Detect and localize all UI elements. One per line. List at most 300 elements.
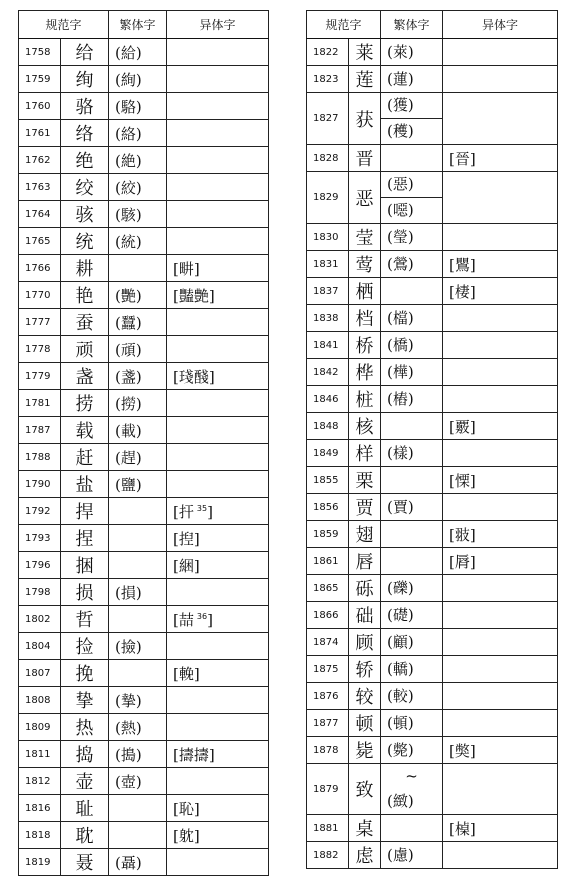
traditional-character (381, 737, 443, 764)
table-row (307, 710, 558, 737)
entry-number: 1876 (307, 683, 349, 710)
entry-number: 1859 (307, 521, 349, 548)
variant-character: [翄] (443, 521, 558, 548)
traditional-form: (樁) (387, 389, 414, 408)
traditional-character (109, 822, 167, 849)
entry-number: 1787 (19, 417, 61, 444)
variant-text: [豔艶] (173, 286, 215, 305)
traditional-character (381, 656, 443, 683)
variant-text: [扞 (173, 502, 194, 521)
standard-character: 莹 (349, 224, 381, 251)
traditional-character (109, 606, 167, 633)
table-row (19, 93, 269, 120)
table-row (307, 602, 558, 629)
standard-character: 顽 (61, 336, 109, 363)
table-row (307, 145, 558, 172)
traditional-form: (萊) (387, 42, 414, 61)
header-traditional: 繁体字 (381, 11, 443, 39)
table-row (19, 390, 269, 417)
variant-character (167, 741, 269, 768)
variant-character (443, 66, 558, 93)
table-row (19, 336, 269, 363)
variant-character: [槕] (443, 815, 558, 842)
traditional-character (381, 224, 443, 251)
table-row (307, 467, 558, 494)
entry-number: 1841 (307, 332, 349, 359)
table-row (19, 444, 269, 471)
entry-number: 1830 (307, 224, 349, 251)
traditional-form (387, 522, 442, 547)
variant-character (443, 683, 558, 710)
variant-character (443, 93, 558, 145)
traditional-character: (絶) (109, 147, 167, 174)
variant-close-bracket: ] (207, 502, 213, 521)
traditional-character: (駱) (109, 93, 167, 120)
standard-character: 载 (61, 417, 109, 444)
standard-character: 栖 (349, 278, 381, 305)
traditional-form: (樣) (387, 443, 414, 462)
standard-character: 骆 (61, 93, 109, 120)
standard-character: 挽 (61, 660, 109, 687)
standard-character: 捆 (61, 552, 109, 579)
variant-character (167, 849, 269, 876)
variant-text: [畊] (173, 259, 200, 278)
traditional-character (381, 815, 443, 842)
variant-close-bracket: ] (207, 610, 213, 629)
entry-number: 1829 (307, 172, 349, 224)
entry-number: 1792 (19, 498, 61, 525)
standard-character: 耕 (61, 255, 109, 282)
table-row (307, 683, 558, 710)
traditional-character (381, 521, 443, 548)
standard-character: 捏 (61, 525, 109, 552)
variant-character (167, 687, 269, 714)
traditional-character: (絞) (109, 174, 167, 201)
left-character-table (18, 10, 269, 876)
entry-number: 1778 (19, 336, 61, 363)
standard-character: 唇 (349, 548, 381, 575)
variant-character (443, 629, 558, 656)
entry-number: 1842 (307, 359, 349, 386)
traditional-form: (賈) (387, 497, 414, 516)
variant-text: [揑] (173, 529, 200, 548)
standard-character: 统 (61, 228, 109, 255)
variant-character (167, 579, 269, 606)
header-variant: 异体字 (167, 11, 269, 39)
variant-character (443, 172, 558, 224)
variant-character (167, 309, 269, 336)
variant-character: [脣] (443, 548, 558, 575)
table-row (19, 822, 269, 849)
standard-character: 桥 (349, 332, 381, 359)
traditional-form: ~ (405, 767, 418, 785)
entry-number: 1761 (19, 120, 61, 147)
entry-number: 1790 (19, 471, 61, 498)
standard-character: 蚕 (61, 309, 109, 336)
table-row (307, 305, 558, 332)
traditional-character (381, 93, 443, 145)
standard-character: 础 (349, 602, 381, 629)
variant-character (167, 120, 269, 147)
entry-number: 1766 (19, 255, 61, 282)
entry-number: 1866 (307, 602, 349, 629)
traditional-form: (斃) (387, 740, 414, 759)
entry-number: 1777 (19, 309, 61, 336)
standard-character: 顾 (349, 629, 381, 656)
standard-character: 顿 (349, 710, 381, 737)
standard-character: 毙 (349, 737, 381, 764)
table-row (307, 413, 558, 440)
traditional-character (381, 602, 443, 629)
variant-character (443, 842, 558, 869)
table-row (19, 39, 269, 66)
variant-character (167, 795, 269, 822)
variant-character (167, 363, 269, 390)
traditional-character (381, 683, 443, 710)
traditional-form: (礎) (387, 605, 414, 624)
entry-number: 1831 (307, 251, 349, 278)
standard-character: 致 (349, 764, 381, 815)
variant-character (167, 498, 269, 525)
footnote-marker: 35 (196, 503, 208, 513)
table-row (19, 174, 269, 201)
variant-character (443, 494, 558, 521)
entry-number: 1798 (19, 579, 61, 606)
entry-number: 1802 (19, 606, 61, 633)
table-row (19, 849, 269, 876)
header-standard: 规范字 (19, 11, 109, 39)
table-row (307, 737, 558, 764)
traditional-character: (絢) (109, 66, 167, 93)
variant-text: [躭] (173, 826, 200, 845)
entry-number: 1819 (19, 849, 61, 876)
standard-character: 绝 (61, 147, 109, 174)
entry-number: 1848 (307, 413, 349, 440)
entry-number: 1818 (19, 822, 61, 849)
table-row (307, 251, 558, 278)
table-row (19, 768, 269, 795)
entry-number: 1759 (19, 66, 61, 93)
standard-character: 捡 (61, 633, 109, 660)
variant-character (443, 575, 558, 602)
entry-number: 1875 (307, 656, 349, 683)
table-row (307, 656, 558, 683)
table-row (19, 471, 269, 498)
entry-number: 1855 (307, 467, 349, 494)
traditional-character: (給) (109, 39, 167, 66)
header-standard: 规范字 (307, 11, 381, 39)
variant-character (443, 656, 558, 683)
standard-character: 热 (61, 714, 109, 741)
traditional-character (109, 525, 167, 552)
standard-character: 艳 (61, 282, 109, 309)
table-row (307, 548, 558, 575)
standard-character: 莲 (349, 66, 381, 93)
traditional-character (381, 39, 443, 66)
traditional-character: (載) (109, 417, 167, 444)
entry-number: 1827 (307, 93, 349, 145)
standard-character: 捞 (61, 390, 109, 417)
traditional-character (381, 494, 443, 521)
table-row (19, 741, 269, 768)
traditional-character (381, 548, 443, 575)
entry-number: 1837 (307, 278, 349, 305)
traditional-character: (盞) (109, 363, 167, 390)
header-row (307, 11, 558, 39)
variant-character (443, 305, 558, 332)
entry-number: 1878 (307, 737, 349, 764)
variant-character (443, 602, 558, 629)
entry-number: 1809 (19, 714, 61, 741)
entry-number: 1877 (307, 710, 349, 737)
standard-character: 虑 (349, 842, 381, 869)
entry-number: 1781 (19, 390, 61, 417)
variant-character (443, 359, 558, 386)
variant-character (167, 606, 269, 633)
entry-number: 1807 (19, 660, 61, 687)
variant-character (443, 386, 558, 413)
variant-character (167, 633, 269, 660)
standard-character: 获 (349, 93, 381, 145)
table-row (19, 417, 269, 444)
standard-character: 桌 (349, 815, 381, 842)
entry-number: 1879 (307, 764, 349, 815)
variant-character (167, 714, 269, 741)
variant-character (167, 471, 269, 498)
table-row (19, 201, 269, 228)
entry-number: 1796 (19, 552, 61, 579)
table-row (307, 39, 558, 66)
traditional-form: (橋) (387, 335, 414, 354)
variant-text: [輓] (173, 664, 200, 683)
table-row (307, 842, 558, 869)
traditional-character: (艷) (109, 282, 167, 309)
traditional-form: (獲) (381, 93, 442, 119)
entry-number: 1793 (19, 525, 61, 552)
traditional-form: (顧) (387, 632, 414, 651)
table-row (19, 255, 269, 282)
traditional-character (109, 498, 167, 525)
traditional-character: (絡) (109, 120, 167, 147)
variant-character (167, 660, 269, 687)
traditional-form: (檔) (387, 308, 414, 327)
entry-number: 1763 (19, 174, 61, 201)
table-row (307, 93, 558, 145)
entry-number: 1828 (307, 145, 349, 172)
traditional-form (387, 468, 442, 493)
header-row (19, 11, 269, 39)
table-row (307, 440, 558, 467)
standard-character: 核 (349, 413, 381, 440)
entry-number: 1764 (19, 201, 61, 228)
traditional-form (387, 414, 442, 439)
entry-number: 1765 (19, 228, 61, 255)
standard-character: 哲 (61, 606, 109, 633)
table-row (19, 66, 269, 93)
entry-number: 1779 (19, 363, 61, 390)
entry-number: 1881 (307, 815, 349, 842)
traditional-character (109, 552, 167, 579)
traditional-character: (統) (109, 228, 167, 255)
standard-character: 耻 (61, 795, 109, 822)
entry-number: 1822 (307, 39, 349, 66)
traditional-character: (頑) (109, 336, 167, 363)
traditional-form: (緻) (387, 792, 414, 810)
entry-number: 1856 (307, 494, 349, 521)
standard-character: 络 (61, 120, 109, 147)
table-row (19, 687, 269, 714)
traditional-form: (頓) (387, 713, 414, 732)
traditional-character: (撿) (109, 633, 167, 660)
variant-character (167, 552, 269, 579)
traditional-form (387, 146, 442, 171)
variant-character (167, 822, 269, 849)
standard-character: 莱 (349, 39, 381, 66)
variant-character (167, 201, 269, 228)
traditional-character (109, 795, 167, 822)
variant-character (167, 66, 269, 93)
variant-character (167, 336, 269, 363)
variant-character: [覈] (443, 413, 558, 440)
entry-number: 1865 (307, 575, 349, 602)
table-row (307, 172, 558, 224)
standard-character: 壶 (61, 768, 109, 795)
variant-character (167, 282, 269, 309)
variant-character: [慄] (443, 467, 558, 494)
table-row (307, 386, 558, 413)
traditional-character (381, 842, 443, 869)
table-row (19, 147, 269, 174)
entry-number: 1760 (19, 93, 61, 120)
table-row (19, 660, 269, 687)
standard-character: 轿 (349, 656, 381, 683)
traditional-character (381, 332, 443, 359)
table-row (307, 494, 558, 521)
entry-number: 1846 (307, 386, 349, 413)
standard-character: 翅 (349, 521, 381, 548)
variant-character (443, 440, 558, 467)
traditional-character (381, 145, 443, 172)
table-row (307, 815, 558, 842)
traditional-character (381, 710, 443, 737)
table-row (307, 521, 558, 548)
entry-number: 1861 (307, 548, 349, 575)
traditional-form: (惡) (381, 172, 442, 198)
traditional-character (381, 278, 443, 305)
traditional-character: (趕) (109, 444, 167, 471)
table-row (19, 606, 269, 633)
traditional-form: (穫) (387, 122, 414, 140)
traditional-character (381, 305, 443, 332)
entry-number: 1882 (307, 842, 349, 869)
standard-character: 莺 (349, 251, 381, 278)
standard-character: 贾 (349, 494, 381, 521)
standard-character: 赶 (61, 444, 109, 471)
standard-character: 骇 (61, 201, 109, 228)
standard-character: 耽 (61, 822, 109, 849)
standard-character: 桦 (349, 359, 381, 386)
standard-character: 捍 (61, 498, 109, 525)
traditional-character (381, 575, 443, 602)
variant-character (167, 93, 269, 120)
standard-character: 捣 (61, 741, 109, 768)
variant-character (167, 525, 269, 552)
table-row (19, 363, 269, 390)
variant-character (167, 39, 269, 66)
right-character-table (306, 10, 558, 869)
standard-character: 晋 (349, 145, 381, 172)
standard-character: 栗 (349, 467, 381, 494)
entry-number: 1762 (19, 147, 61, 174)
variant-text: [擣擣] (173, 745, 215, 764)
standard-character: 盐 (61, 471, 109, 498)
traditional-character (381, 172, 443, 224)
entry-number: 1816 (19, 795, 61, 822)
entry-number: 1823 (307, 66, 349, 93)
entry-number: 1874 (307, 629, 349, 656)
variant-character (167, 390, 269, 417)
entry-number: 1804 (19, 633, 61, 660)
variant-character: [晉] (443, 145, 558, 172)
traditional-form: (樺) (387, 362, 414, 381)
traditional-form: (鶯) (387, 254, 414, 273)
variant-character (443, 764, 558, 815)
traditional-character: (損) (109, 579, 167, 606)
variant-character (167, 768, 269, 795)
table-row (19, 498, 269, 525)
variant-character (167, 228, 269, 255)
table-row (307, 359, 558, 386)
traditional-character: (聶) (109, 849, 167, 876)
variant-character (443, 39, 558, 66)
entry-number: 1808 (19, 687, 61, 714)
table-row (19, 552, 269, 579)
entry-number: 1788 (19, 444, 61, 471)
traditional-form: (噁) (387, 201, 414, 219)
standard-character: 样 (349, 440, 381, 467)
traditional-form (387, 816, 442, 841)
traditional-character (381, 359, 443, 386)
traditional-character (381, 251, 443, 278)
standard-character: 砾 (349, 575, 381, 602)
variant-character (167, 417, 269, 444)
traditional-character: (鹽) (109, 471, 167, 498)
entry-number: 1838 (307, 305, 349, 332)
variant-text: [喆 (173, 610, 194, 629)
table-row (19, 309, 269, 336)
traditional-character: (壺) (109, 768, 167, 795)
standard-character: 绚 (61, 66, 109, 93)
entry-number: 1849 (307, 440, 349, 467)
table-row (307, 629, 558, 656)
variant-character (167, 174, 269, 201)
variant-character: [鸎] (443, 251, 558, 278)
traditional-character (109, 255, 167, 282)
variant-character (443, 710, 558, 737)
standard-character: 档 (349, 305, 381, 332)
variant-character (443, 224, 558, 251)
traditional-character (381, 629, 443, 656)
variant-text: [恥] (173, 799, 200, 818)
table-row (19, 633, 269, 660)
table-row (19, 579, 269, 606)
table-row (307, 66, 558, 93)
standard-character: 挚 (61, 687, 109, 714)
traditional-character: (摯) (109, 687, 167, 714)
table-row (307, 575, 558, 602)
entry-number: 1812 (19, 768, 61, 795)
variant-character (167, 255, 269, 282)
